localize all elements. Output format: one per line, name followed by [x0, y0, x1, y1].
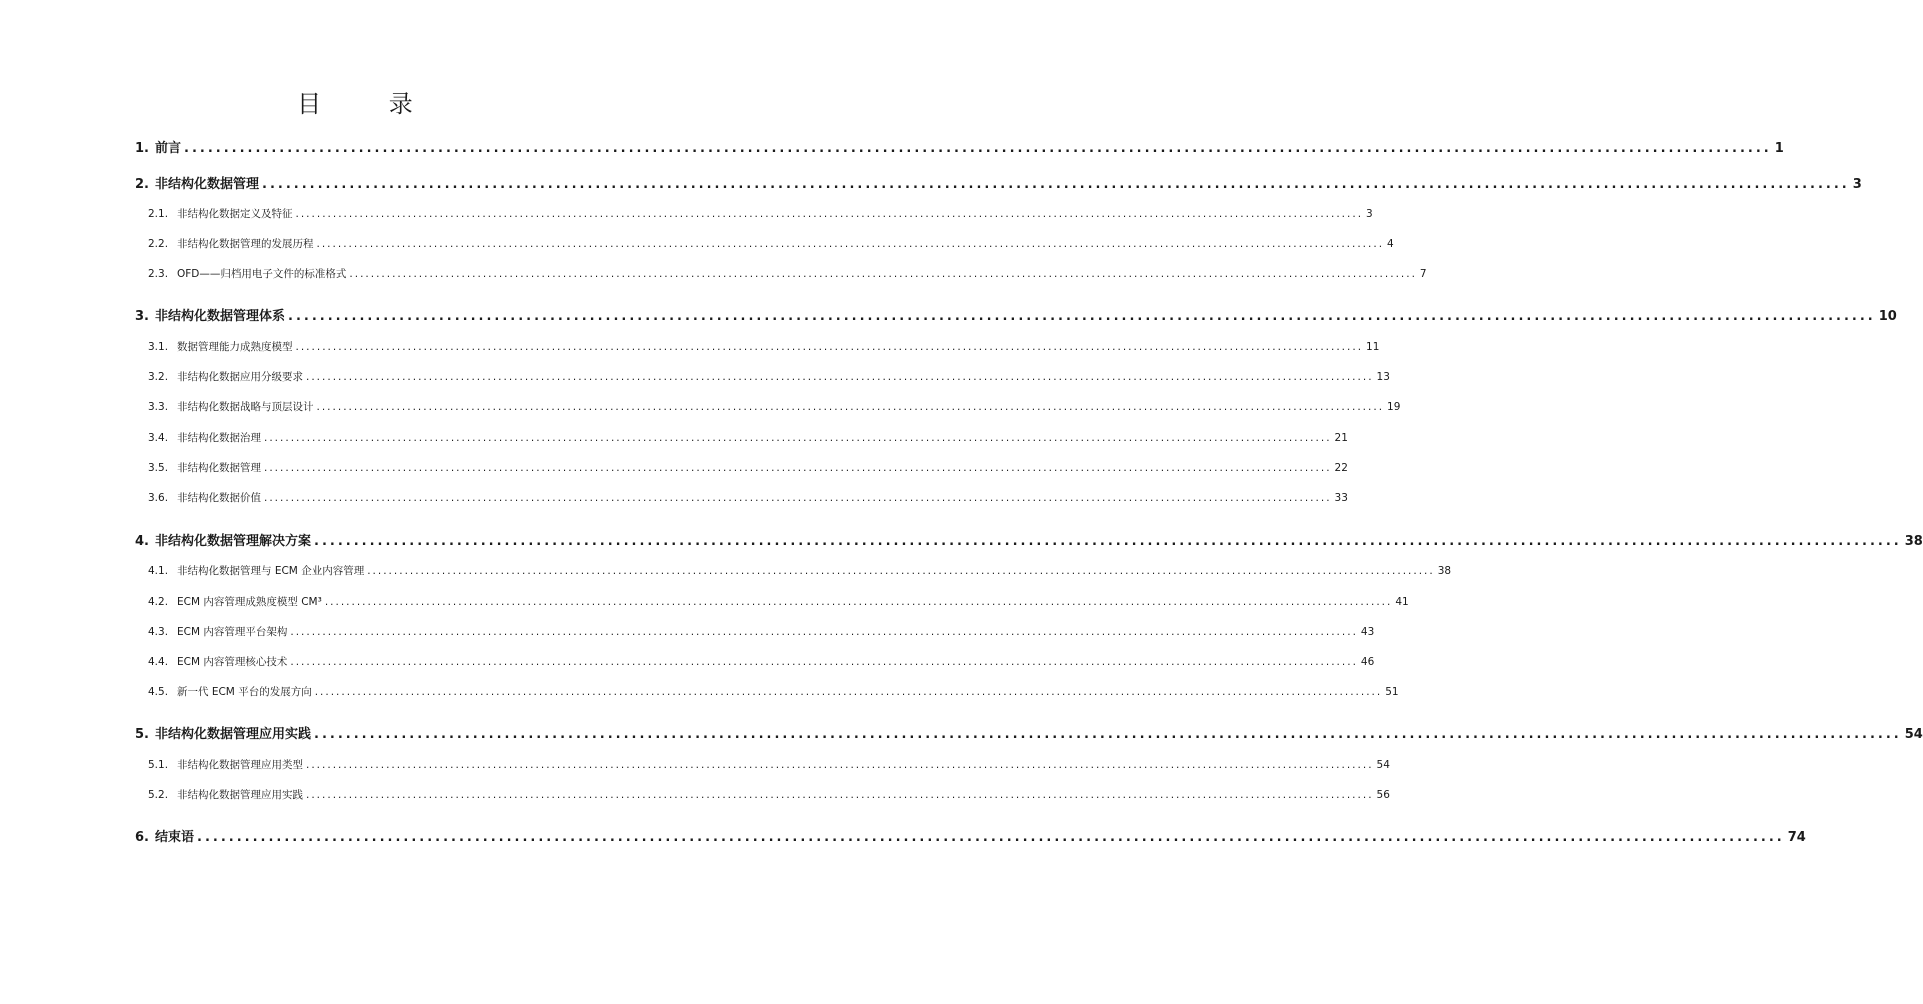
toc-entry[interactable] — [148, 490, 1348, 505]
toc-entry-page: 38 — [1437, 565, 1452, 577]
toc-entry-label: 非结构化数据管理解决方案 — [155, 534, 312, 549]
dot-leader: ........................................................................................................................................................................................................ — [306, 371, 1374, 383]
toc-entry-number: 2.1. — [148, 208, 169, 220]
toc-entry-page: 46 — [1360, 656, 1375, 668]
toc-entry-label: OFD——归档用电子文件的标准格式 — [177, 268, 347, 280]
dot-leader: ........................................................................................................................................................................................................ — [306, 789, 1374, 801]
toc-entry-page: 43 — [1360, 626, 1375, 638]
toc-entry-page: 13 — [1376, 371, 1390, 383]
toc-entry-number: 6. — [135, 830, 149, 845]
dot-leader: ........................................................................................................................................................................................................ — [197, 830, 1785, 845]
toc-entry[interactable] — [148, 563, 1452, 578]
toc-entry-number: 4. — [135, 534, 149, 549]
toc-entry-label: 非结构化数据定义及特征 — [177, 208, 293, 220]
toc-entry-number: 5.2. — [148, 789, 169, 801]
toc-entry-page: 33 — [1334, 492, 1348, 504]
toc-entry[interactable] — [148, 787, 1390, 802]
toc-entry[interactable] — [148, 654, 1375, 669]
toc-entry-label: 非结构化数据应用分级要求 — [177, 371, 303, 383]
toc-entry-label: 结束语 — [155, 830, 195, 845]
toc-entry-label: ECM 内容管理平台架构 — [177, 626, 288, 638]
toc-entry-page: 51 — [1385, 686, 1399, 698]
toc-entry-label: 非结构化数据价值 — [177, 492, 261, 504]
toc-entry[interactable] — [148, 236, 1394, 251]
toc-entry-label: 非结构化数据管理 — [177, 462, 261, 474]
toc-entry-number: 5. — [135, 727, 149, 742]
toc-entry-number: 3.5. — [148, 462, 169, 474]
toc-entry-number: 4.2. — [148, 596, 169, 608]
dot-leader: ........................................................................................................................................................................................................ — [316, 401, 1385, 413]
dot-leader: ........................................................................................................................................................................................................ — [264, 462, 1332, 474]
toc-entry-number: 5.1. — [148, 759, 169, 771]
toc-entry-label: 非结构化数据管理与 ECM 企业内容管理 — [177, 565, 365, 577]
toc-entry[interactable] — [148, 206, 1373, 221]
toc-entry[interactable] — [135, 173, 1862, 192]
dot-leader: ........................................................................................................................................................................................................ — [314, 686, 1383, 698]
toc-entry-number: 4.3. — [148, 626, 169, 638]
toc-entry[interactable] — [148, 757, 1390, 772]
toc-entry-number: 4.5. — [148, 686, 169, 698]
toc-entry[interactable] — [135, 723, 1923, 742]
toc-entry-label: 非结构化数据管理应用实践 — [155, 727, 312, 742]
page-title: 目 录 — [297, 90, 443, 118]
toc-entry-label: 非结构化数据战略与顶层设计 — [177, 401, 314, 413]
toc-entry-label: 非结构化数据管理应用类型 — [177, 759, 303, 771]
dot-leader: ........................................................................................................................................................................................................ — [262, 177, 1850, 192]
toc-entry[interactable] — [135, 137, 1784, 156]
toc-entry-page: 19 — [1387, 401, 1401, 413]
toc-entry-number: 2.3. — [148, 268, 169, 280]
toc-entry-label: 非结构化数据管理体系 — [155, 309, 286, 324]
dot-leader: ........................................................................................................................................................................................................ — [288, 309, 1876, 324]
toc-entry-number: 3.2. — [148, 371, 169, 383]
toc-entry-label: 非结构化数据管理的发展历程 — [177, 238, 314, 250]
toc-entry-label: 非结构化数据管理 — [155, 177, 260, 192]
dot-leader: ........................................................................................................................................................................................................ — [295, 208, 1364, 220]
toc-entry-page: 11 — [1366, 341, 1380, 353]
toc-entry-label: 新一代 ECM 平台的发展方向 — [177, 686, 312, 698]
toc-entry[interactable] — [148, 339, 1380, 354]
dot-leader: ........................................................................................................................................................................................................ — [295, 341, 1364, 353]
toc-entry-page: 56 — [1376, 789, 1390, 801]
toc-entry-page: 1 — [1774, 141, 1784, 156]
toc-entry-number: 3.4. — [148, 432, 169, 444]
toc-entry-label: 非结构化数据管理应用实践 — [177, 789, 303, 801]
dot-leader: ........................................................................................................................................................................................................ — [290, 656, 1358, 668]
toc-entry-page: 54 — [1904, 727, 1923, 742]
toc-entry-page: 3 — [1852, 177, 1862, 192]
toc-entry-label: 非结构化数据治理 — [177, 432, 261, 444]
toc-entry[interactable] — [148, 624, 1375, 639]
toc-entry[interactable] — [135, 305, 1897, 324]
dot-leader: ........................................................................................................................................................................................................ — [316, 238, 1385, 250]
dot-leader: ........................................................................................................................................................................................................ — [184, 141, 1772, 156]
dot-leader: ........................................................................................................................................................................................................ — [314, 534, 1902, 549]
toc-entry-number: 4.4. — [148, 656, 169, 668]
dot-leader: ........................................................................................................................................................................................................ — [324, 596, 1393, 608]
toc-entry[interactable] — [135, 826, 1806, 845]
toc-entry[interactable] — [148, 266, 1427, 281]
toc-entry[interactable] — [148, 430, 1348, 445]
toc-entry-page: 4 — [1387, 238, 1394, 250]
toc-entry-page: 41 — [1395, 596, 1409, 608]
toc-entry-number: 3.6. — [148, 492, 169, 504]
toc-entry-page: 22 — [1334, 462, 1348, 474]
toc-entry[interactable] — [148, 399, 1401, 414]
toc-entry-page: 10 — [1878, 309, 1897, 324]
toc-entry-label: 数据管理能力成熟度模型 — [177, 341, 293, 353]
dot-leader: ........................................................................................................................................................................................................ — [314, 727, 1902, 742]
dot-leader: ........................................................................................................................................................................................................ — [306, 759, 1374, 771]
toc-entry[interactable] — [148, 684, 1399, 699]
toc-entry-number: 3. — [135, 309, 149, 324]
toc-entry-number: 3.1. — [148, 341, 169, 353]
toc-entry-page: 54 — [1376, 759, 1390, 771]
toc-entry[interactable] — [148, 594, 1409, 609]
toc-entry-page: 21 — [1334, 432, 1348, 444]
toc-entry-page: 74 — [1787, 830, 1806, 845]
dot-leader: ........................................................................................................................................................................................................ — [264, 432, 1332, 444]
toc-entry-number: 2. — [135, 177, 149, 192]
toc-entry-number: 3.3. — [148, 401, 169, 413]
dot-leader: ........................................................................................................................................................................................................ — [290, 626, 1358, 638]
dot-leader: ........................................................................................................................................................................................................ — [264, 492, 1332, 504]
toc-entry-number: 1. — [135, 141, 149, 156]
toc-entry[interactable] — [148, 369, 1390, 384]
toc-entry-page: 3 — [1366, 208, 1373, 220]
toc-entry[interactable] — [148, 460, 1348, 475]
toc-entry-number: 2.2. — [148, 238, 169, 250]
toc-entry-label: ECM 内容管理核心技术 — [177, 656, 288, 668]
dot-leader: ........................................................................................................................................................................................................ — [349, 268, 1417, 280]
dot-leader: ........................................................................................................................................................................................................ — [367, 565, 1435, 577]
toc-entry[interactable] — [135, 530, 1923, 549]
toc-entry-number: 4.1. — [148, 565, 169, 577]
toc-entry-label: 前言 — [155, 141, 182, 156]
toc-entry-page: 38 — [1904, 534, 1923, 549]
toc-entry-page: 7 — [1419, 268, 1427, 280]
toc-entry-label: ECM 内容管理成熟度模型 CM³ — [177, 596, 322, 608]
